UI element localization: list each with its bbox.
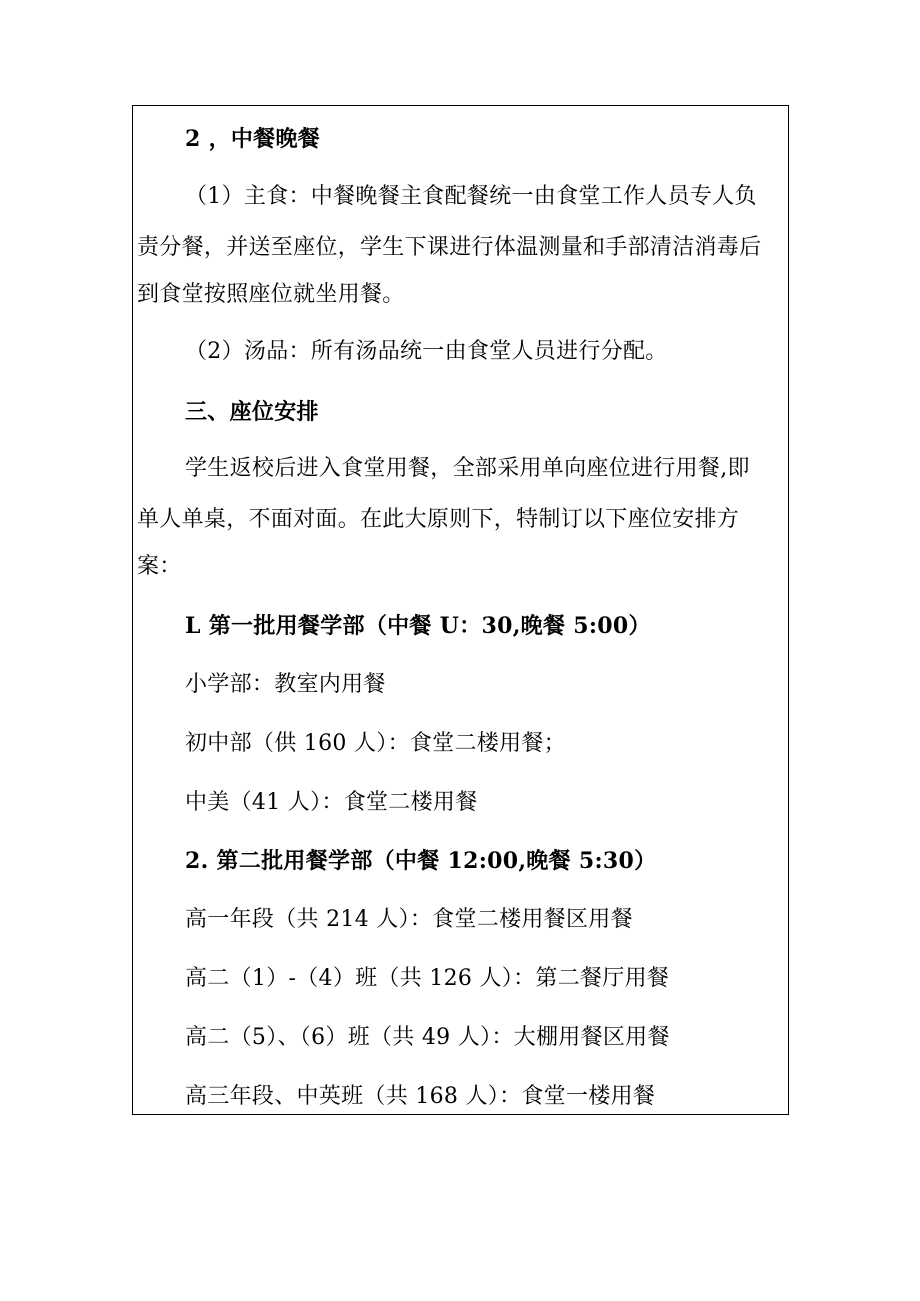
batch1-zhongmei: 中美（41 人）：食堂二楼用餐 xyxy=(185,790,478,815)
heading-seating: 三、座位安排 xyxy=(185,399,319,425)
batch2-grade10: 高一年段（共 214 人）：食堂二楼用餐区用餐 xyxy=(185,907,633,932)
staple-food-line-1: （1）主食：中餐晚餐主食配餐统一由食堂工作人员专人负 xyxy=(185,184,757,209)
document-frame xyxy=(132,105,789,1115)
batch1-primary: 小学部：教室内用餐 xyxy=(185,672,386,697)
seating-line-3: 案： xyxy=(137,554,182,579)
batch2-grade12: 高三年段、中英班（共 168 人）：食堂一楼用餐 xyxy=(185,1084,656,1109)
batch1-heading: L 第一批用餐学部（中餐 U：30,晚餐 5:00） xyxy=(185,613,651,639)
seating-line-2: 单人单桌，不面对面。在此大原则下，特制订以下座位安排方 xyxy=(137,507,740,532)
batch2-heading: 2. 第二批用餐学部（中餐 12:00,晚餐 5:30） xyxy=(185,848,657,874)
batch1-junior: 初中部（供 160 人）：食堂二楼用餐； xyxy=(185,731,566,756)
seating-line-1: 学生返校后进入食堂用餐，全部采用单向座位进行用餐,即 xyxy=(185,456,750,481)
soup-paragraph: （2）汤品：所有汤品统一由食堂人员进行分配。 xyxy=(185,339,668,364)
staple-food-line-2: 责分餐，并送至座位，学生下课进行体温测量和手部清洁消毒后 xyxy=(137,235,762,260)
heading-lunch-dinner: 2 ，中餐晚餐 xyxy=(185,126,321,152)
batch2-grade11-b: 高二（5）、（6）班（共 49 人）：大棚用餐区用餐 xyxy=(185,1025,670,1050)
staple-food-line-3: 到食堂按照座位就坐用餐。 xyxy=(137,282,405,307)
batch2-grade11-a: 高二（1）-（4）班（共 126 人）：第二餐厅用餐 xyxy=(185,966,670,991)
